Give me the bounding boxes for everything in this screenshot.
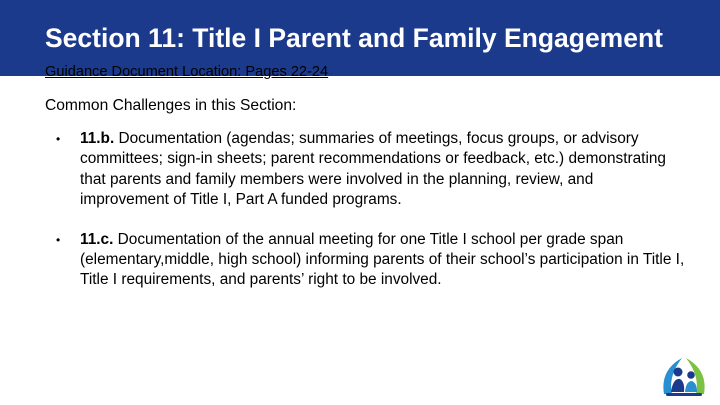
item-code: 11.c. <box>80 230 114 248</box>
challenges-list <box>45 129 685 291</box>
item-text: Documentation (agendas; summaries of meetings, focus groups, or advisory committees; sign-in sheets; parent recommendations or feedback, etc.) demonstrating that parents and family members were involved in the planning, review, and improvement of Title I, Part A funded programs. <box>80 130 666 209</box>
item-code: 11.b. <box>80 130 115 147</box>
page-title: Section 11: Title I Parent and Family Engagement <box>44 23 663 53</box>
guidance-location: Guidance Document Location: Pages 22-24 <box>45 64 329 80</box>
bullet-icon: • <box>56 232 61 247</box>
list-item <box>45 129 685 211</box>
bullet-icon: • <box>56 132 61 146</box>
item-text: Documentation of the annual meeting for one Title I school per grade span (elementary,middle, high school) informing parents of their school’s participation in Title I, Title I requirements, and parents’ right to be involved. <box>80 230 685 289</box>
challenges-heading: Common Challenges in this Section: <box>45 97 297 114</box>
list-item <box>45 230 685 291</box>
family-logo-icon <box>656 350 712 402</box>
